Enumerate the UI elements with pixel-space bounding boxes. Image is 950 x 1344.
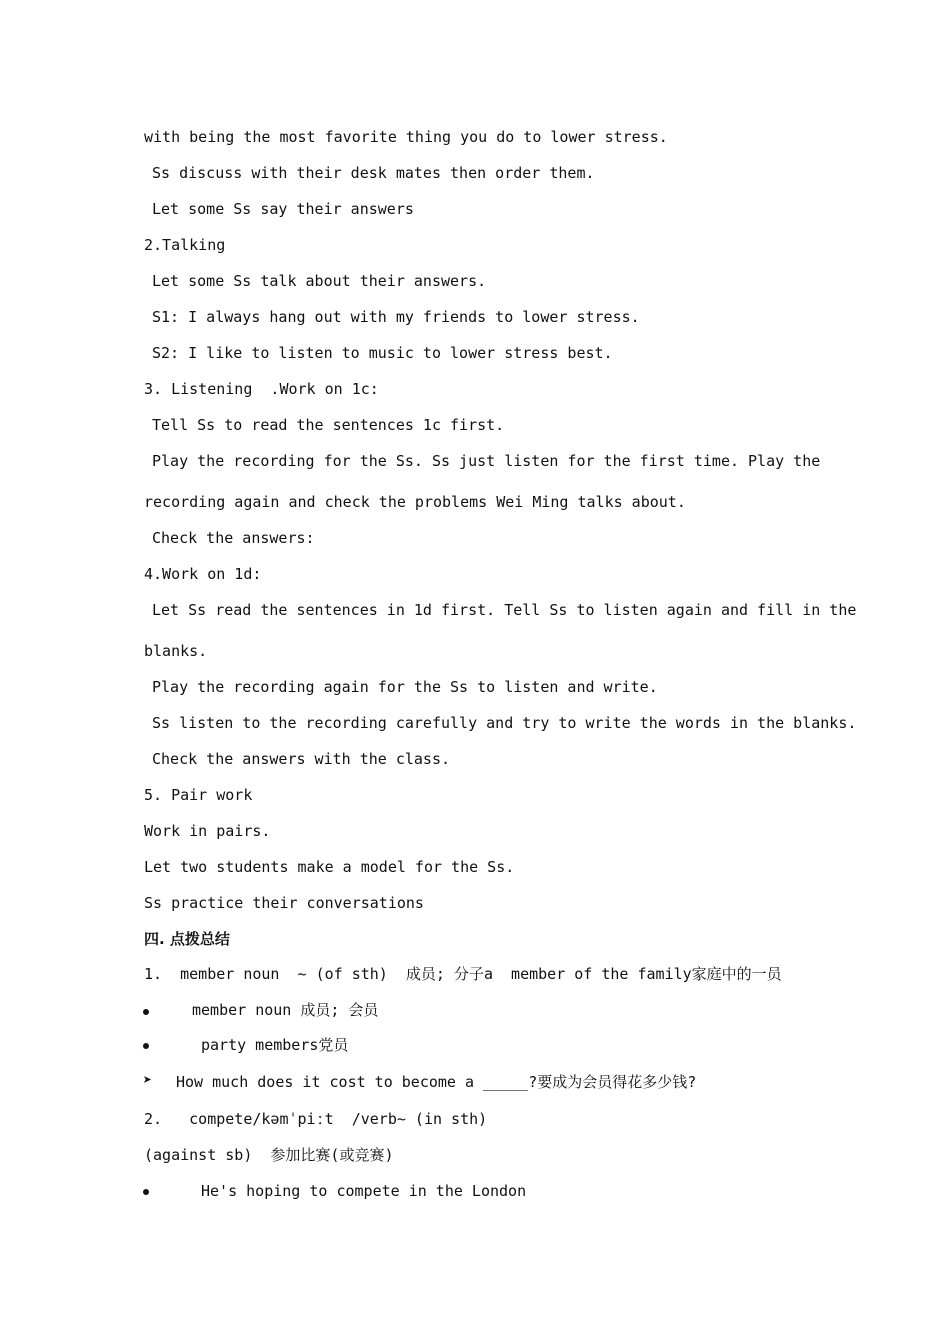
step-heading-talking: 2.Talking bbox=[144, 236, 226, 254]
step-heading-listening: 3. Listening .Work on 1c: bbox=[144, 380, 379, 398]
text-line: Play the recording for the Ss. Ss just listen for the first time. Play the bbox=[152, 452, 821, 470]
step-heading-1d: 4.Work on 1d: bbox=[144, 565, 262, 583]
arrow-bullet-text: How much does it cost to become a _____?要成为会员得花多少钱? bbox=[176, 1073, 697, 1091]
text-line: Let two students make a model for the Ss. bbox=[144, 858, 515, 876]
bullet-text: member noun 成员; 会员 bbox=[192, 1001, 379, 1019]
bullet-icon bbox=[143, 1009, 149, 1015]
text-line: recording again and check the problems Wei Ming talks about. bbox=[144, 493, 686, 511]
text-line: Check the answers with the class. bbox=[152, 750, 451, 768]
text-line: Ss discuss with their desk mates then order them. bbox=[152, 164, 595, 182]
text-line: Tell Ss to read the sentences 1c first. bbox=[152, 416, 505, 434]
section-heading: 四. 点拨总结 bbox=[144, 930, 230, 948]
text-line: with being the most favorite thing you do to lower stress. bbox=[144, 128, 668, 146]
text-line: S2: I like to listen to music to lower stress best. bbox=[152, 344, 613, 362]
bullet-icon bbox=[143, 1043, 149, 1049]
bullet-text: He's hoping to compete in the London bbox=[201, 1182, 527, 1200]
arrow-bullet-icon: ➤ bbox=[143, 1071, 153, 1089]
text-line: Let Ss read the sentences in 1d first. Tell Ss to listen again and fill in the bbox=[152, 601, 857, 619]
text-line: Work in pairs. bbox=[144, 822, 271, 840]
text-line: Let some Ss say their answers bbox=[152, 200, 414, 218]
bullet-text: party members党员 bbox=[201, 1036, 349, 1054]
text-line: Play the recording again for the Ss to listen and write. bbox=[152, 678, 658, 696]
step-heading-pair-work: 5. Pair work bbox=[144, 786, 253, 804]
text-line: Ss listen to the recording carefully and try to write the words in the blanks. bbox=[152, 714, 857, 732]
text-line: Ss practice their conversations bbox=[144, 894, 424, 912]
note-item-2-continued: (against sb) 参加比赛(或竞赛) bbox=[144, 1146, 394, 1164]
text-line: S1: I always hang out with my friends to lower stress. bbox=[152, 308, 640, 326]
text-line: blanks. bbox=[144, 642, 208, 660]
note-item-1: 1. member noun ~ (of sth) 成员; 分子a member of the family家庭中的一员 bbox=[144, 965, 782, 983]
text-line: Check the answers: bbox=[152, 529, 315, 547]
text-line: Let some Ss talk about their answers. bbox=[152, 272, 487, 290]
bullet-icon bbox=[143, 1189, 149, 1195]
note-item-2: 2. compete/kəmˈpiːt /verb~ (in sth) bbox=[144, 1110, 488, 1128]
